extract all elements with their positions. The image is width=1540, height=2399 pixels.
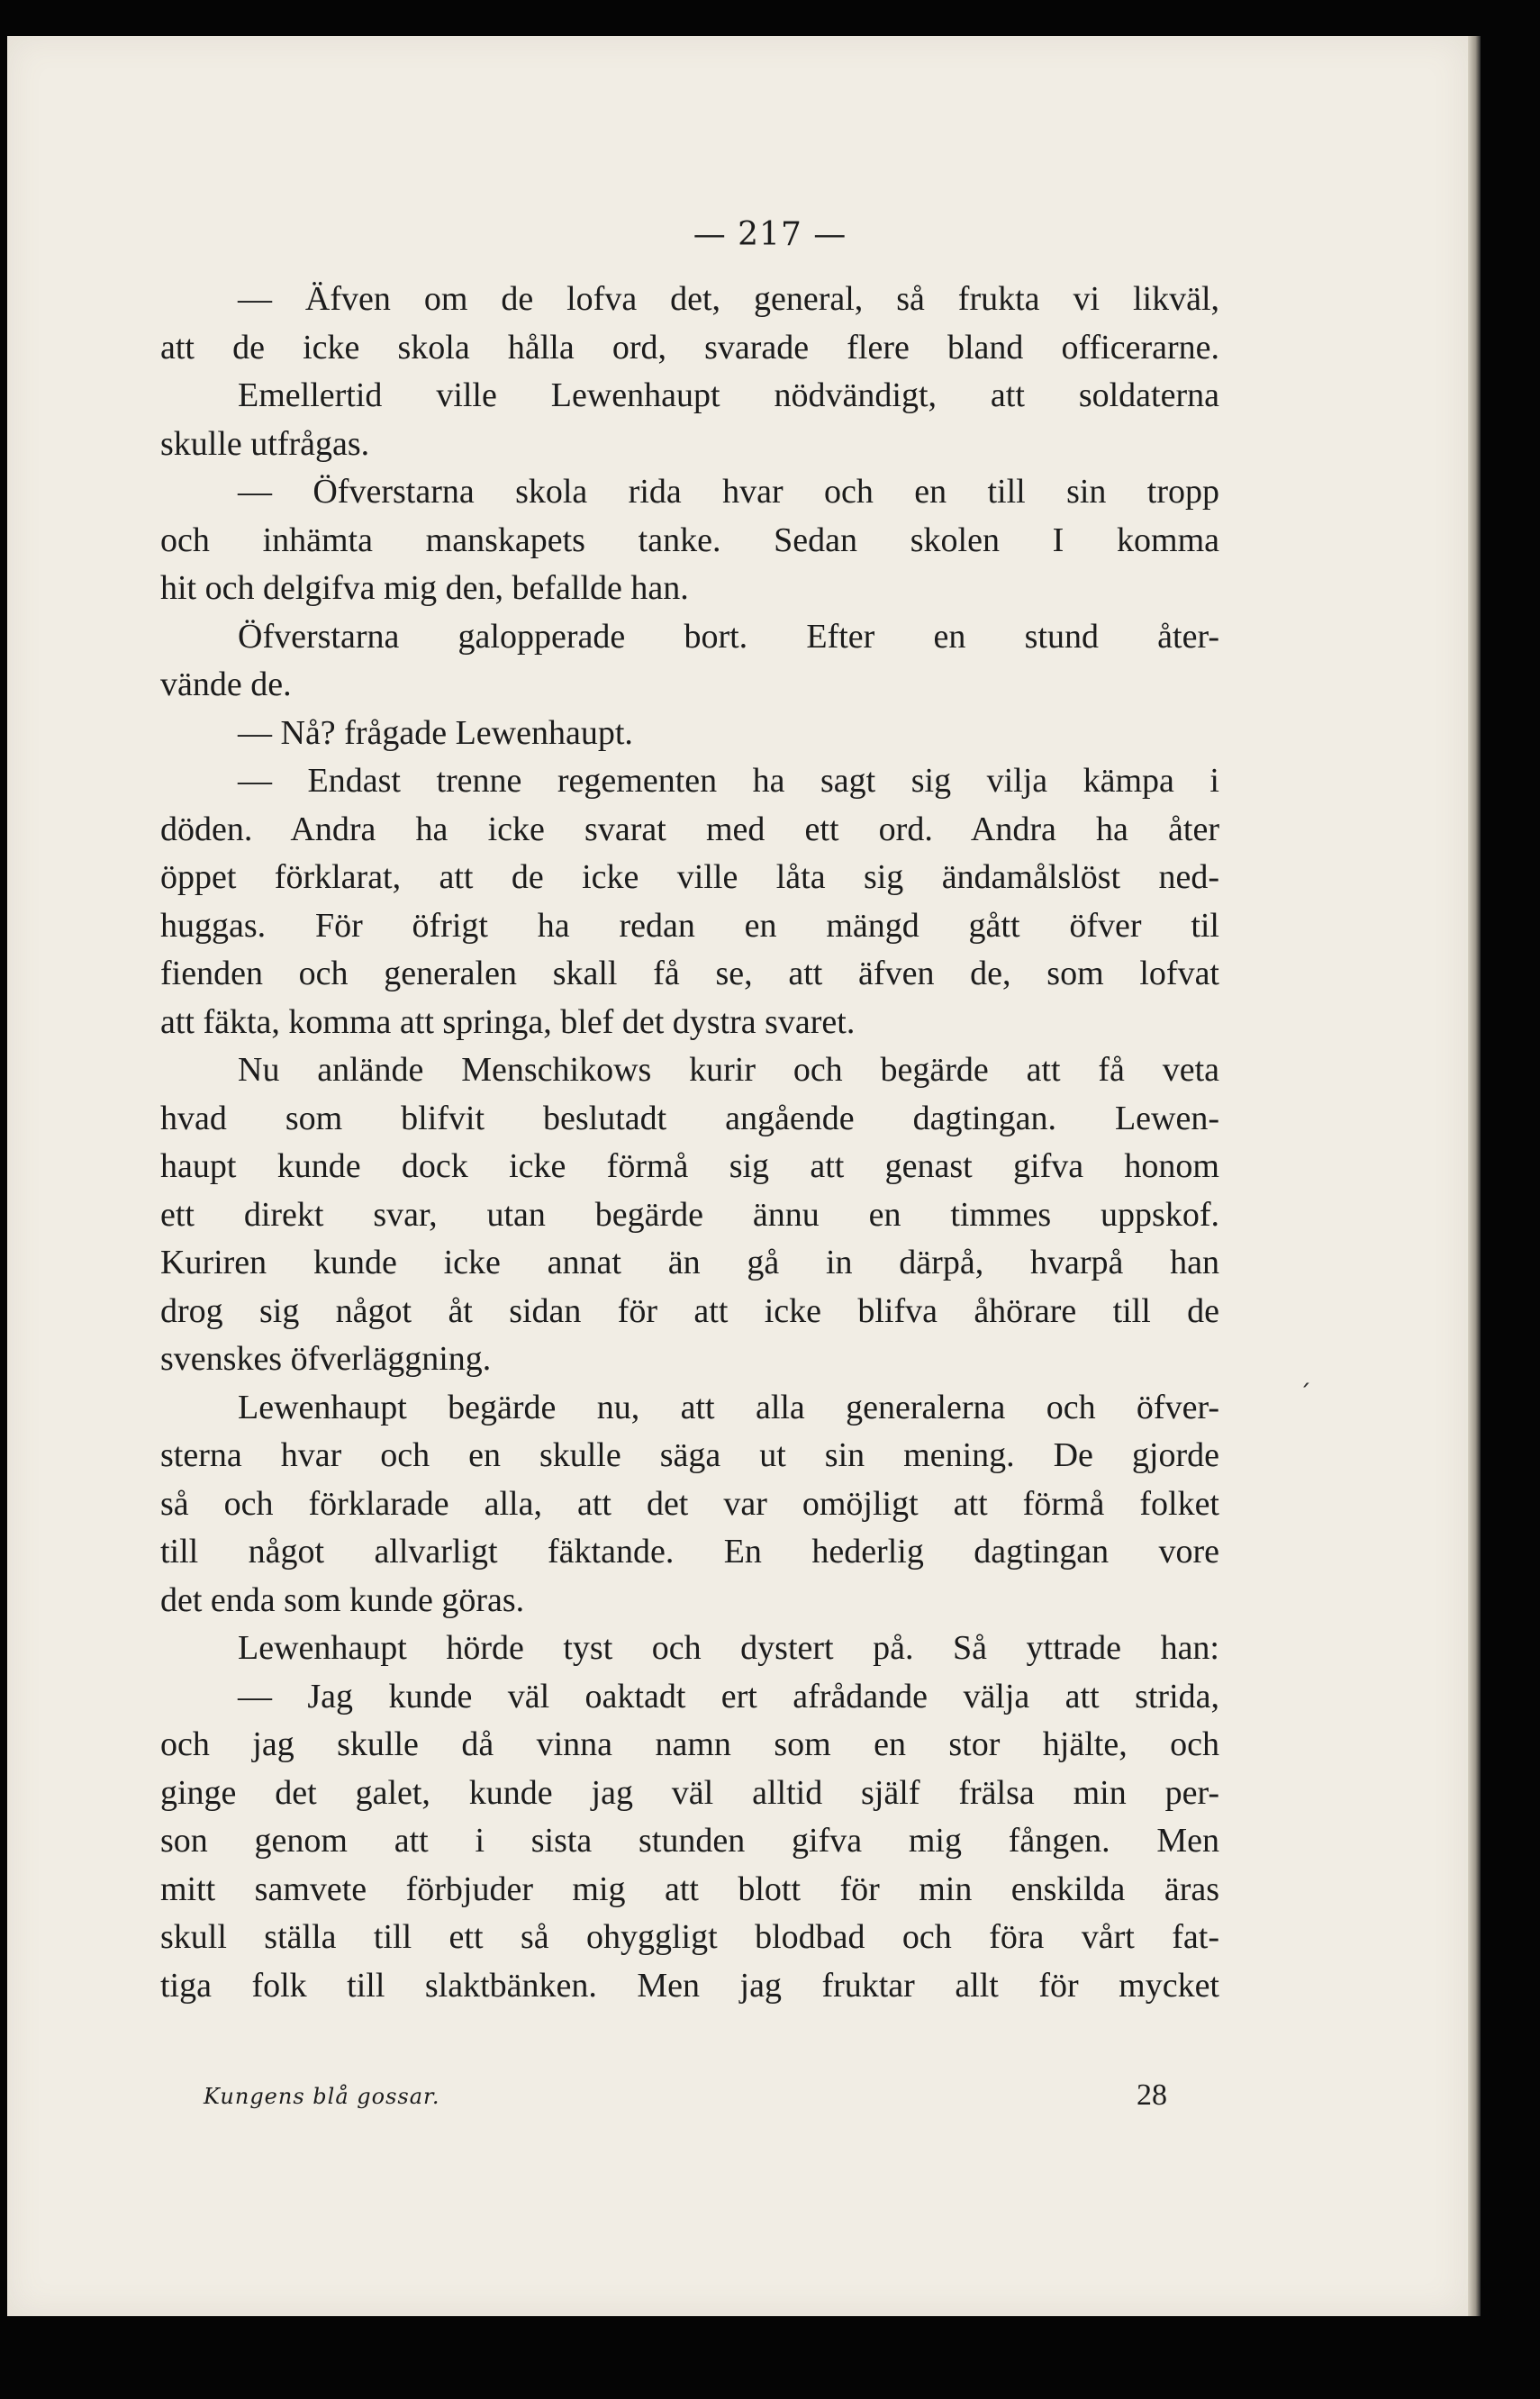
text-line: ginge det galet, kunde jag väl alltid själf frälsa min per-	[160, 1773, 1219, 1812]
text-line: det enda som kunde göras.	[160, 1580, 525, 1619]
text-line: skull ställa till ett så ohyggligt blodbad och föra vårt fat-	[160, 1918, 1219, 1956]
text-line: Öfverstarna galopperade bort. Efter en stund åter-	[238, 617, 1219, 656]
text-line: till något allvarligt fäktande. En hederlig dagtingan vore	[160, 1533, 1219, 1571]
text-line: tiga folk till slaktbänken. Men jag fruktar allt för mycket	[160, 1966, 1219, 2005]
text-line: svenskes öfverläggning.	[160, 1340, 492, 1378]
text-line: Nu anlände Menschikows kurir och begärde att få veta	[238, 1051, 1219, 1089]
book-title-footer: Kungens blå gossar.	[204, 2084, 440, 2109]
text-line: skulle utfrågas.	[160, 424, 370, 463]
text-line: — Endast trenne regementen ha sagt sig vilja kämpa i	[238, 762, 1219, 800]
text-line: Emellertid ville Lewenhaupt nödvändigt, att soldaterna	[238, 376, 1219, 414]
margin-mark-icon: ˏ	[1299, 1358, 1311, 1388]
text-line: ett direkt svar, utan begärde ännu en timmes uppskof.	[160, 1195, 1219, 1234]
text-line: — Öfverstarna skola rida hvar och en till sin tropp	[238, 473, 1219, 511]
text-line: sterna hvar och en skulle säga ut sin mening. De gjorde	[160, 1436, 1219, 1474]
text-line: drog sig något åt sidan för att icke blifva åhörare till de	[160, 1291, 1219, 1330]
text-line: huggas. För öfrigt ha redan en mängd gått öfver til	[160, 906, 1219, 945]
text-line: haupt kunde dock icke förmå sig att genast gifva honom	[160, 1147, 1219, 1185]
text-line: — Äfven om de lofva det, general, så frukta vi likväl,	[238, 280, 1219, 318]
text-line: Lewenhaupt begärde nu, att alla generalerna och öfver-	[238, 1388, 1219, 1426]
text-line: — Nå? frågade Lewenhaupt.	[238, 713, 633, 752]
text-line: hvad som blifvit beslutadt angående dagtingan. Lewen-	[160, 1099, 1219, 1137]
signature-number: 28	[1137, 2078, 1167, 2112]
text-line: vände de.	[160, 665, 292, 703]
text-line: fienden och generalen skall få se, att äfven de, som lofvat	[160, 955, 1219, 992]
text-line: att de icke skola hålla ord, svarade flere bland officerarne.	[160, 328, 1219, 367]
text-line: son genom att i sista stunden gifva mig fången. Men	[160, 1822, 1219, 1860]
text-line: och jag skulle då vinna namn som en stor hjälte, och	[160, 1725, 1219, 1763]
text-line: att fäkta, komma att springa, blef det dystra svaret.	[160, 1002, 856, 1041]
page-number-header: — 217 —	[693, 216, 847, 253]
body-text	[160, 276, 1219, 2010]
text-line: öppet förklarat, att de icke ville låta sig ändamålslöst ned-	[160, 858, 1219, 896]
page-edge	[1468, 36, 1481, 2316]
text-line: och inhämta manskapets tanke. Sedan skolen I komma	[160, 521, 1219, 559]
text-line: hit och delgifva mig den, befallde han.	[160, 569, 689, 607]
text-line: Kuriren kunde icke annat än gå in därpå, hvarpå han	[160, 1244, 1219, 1281]
text-line: mitt samvete förbjuder mig att blott för min enskilda äras	[160, 1869, 1219, 1908]
text-line: Lewenhaupt hörde tyst och dystert på. Så yttrade han:	[238, 1629, 1219, 1667]
text-line: så och förklarade alla, att det var omöjligt att förmå folket	[160, 1484, 1219, 1523]
text-line: döden. Andra ha icke svarat med ett ord. Andra ha åter	[160, 810, 1219, 848]
text-line: — Jag kunde väl oaktadt ert afrådande välja att strida,	[238, 1677, 1219, 1716]
